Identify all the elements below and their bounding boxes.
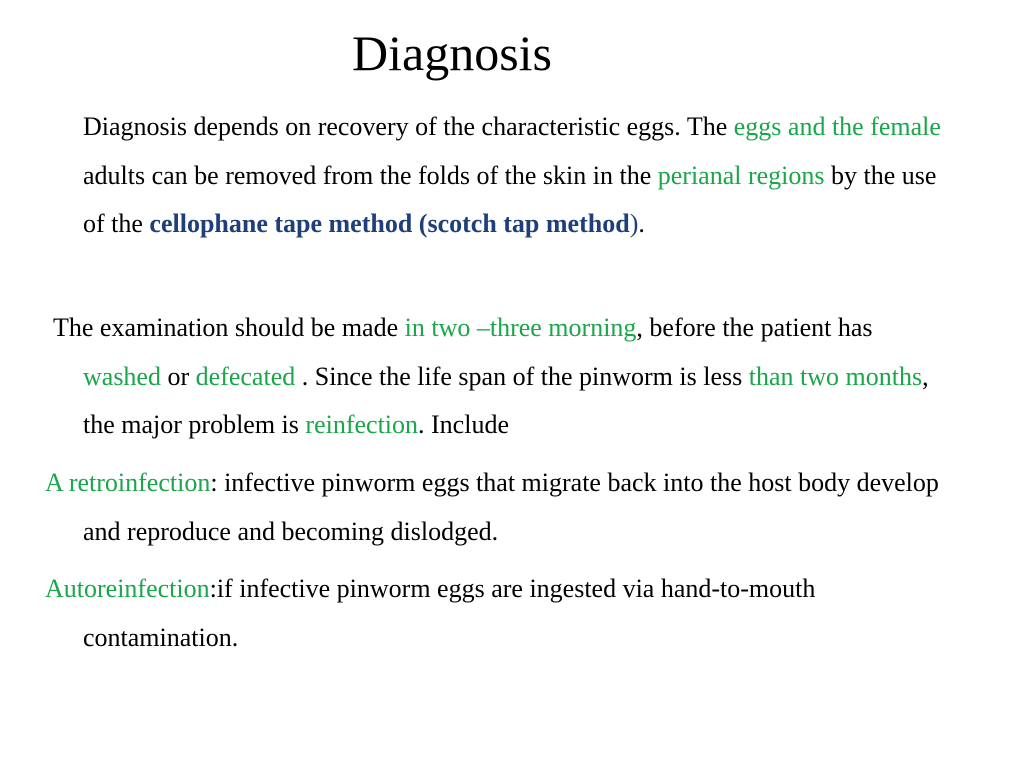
emphasis-text: cellophane tape method (scotch tap method [149,209,630,238]
highlight-text: in two –three morning [404,313,637,342]
paragraph-diagnosis-method [83,103,943,249]
slide-title: Diagnosis [352,25,552,81]
highlight-text: washed [83,361,161,391]
highlight-text: reinfection [305,410,419,439]
text-span: : infective pinworm eggs that migrate back into the host body develop and reproduce and becoming dislodged. [83,468,939,546]
paragraph-autoreinfection [45,565,963,662]
text-span: adults can be removed from the folds of the skin in the [83,160,658,190]
highlight-text: perianal regions [657,160,825,190]
text-span: :if infective pinworm eggs are ingested via hand-to-mouth contamination. [83,574,816,652]
text-span: . [638,209,645,238]
term-retroinfection: A retroinfection [45,468,211,497]
text-span: . Since the life span of the pinworm is less [295,361,749,391]
text-span: , before the patient has [636,313,873,342]
text-span: by the use of the [83,160,937,238]
highlight-text: defecated [195,361,296,391]
emphasis-text: ) [629,209,639,238]
text-span: The examination should be made [53,313,405,342]
text-span: . Include [418,410,509,439]
text-span: , the major problem is [83,361,929,439]
paragraph-examination [53,304,953,450]
paragraph-retroinfection [45,459,963,556]
highlight-text: eggs and the female [733,112,941,141]
highlight-text: than two months [748,361,923,391]
text-span: or [160,361,196,391]
term-autoreinfection: Autoreinfection [45,574,210,603]
text-span: Diagnosis depends on recovery of the characteristic eggs. The [83,112,734,141]
